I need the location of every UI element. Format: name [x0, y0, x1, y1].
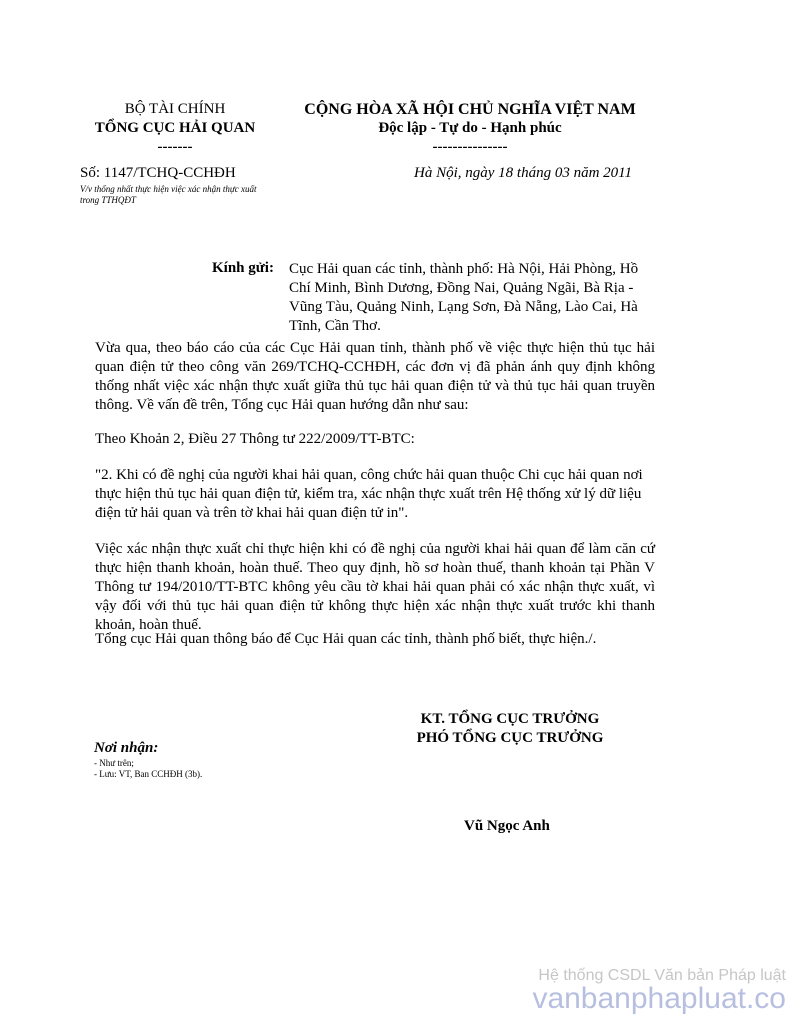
national-motto: Độc lập - Tự do - Hạnh phúc	[378, 120, 562, 136]
watermark-site: vanbanphapluat.co	[532, 982, 786, 1015]
department-name: TỔNG CỤC HẢI QUAN	[94, 120, 256, 136]
signer-name: Vũ Ngọc Anh	[464, 818, 550, 834]
department-rule: -------	[157, 139, 193, 155]
document-number: Số: 1147/TCHQ-CCHĐH	[80, 165, 236, 181]
recipient-item: - Như trên;	[94, 758, 134, 768]
body-paragraph-2: Theo Khoản 2, Điều 27 Thông tư 222/2009/TT-BTC:	[95, 431, 415, 447]
republic-title: CỘNG HÒA XÃ HỘI CHỦ NGHĨA VIỆT NAM	[304, 101, 636, 118]
issuer-block	[80, 100, 270, 157]
body-paragraph-5: Tổng cục Hải quan thông báo để Cục Hải quan các tỉnh, thành phố biết, thực hiện./.	[95, 631, 597, 647]
ministry-name: BỘ TÀI CHÍNH	[124, 101, 226, 117]
body-paragraph-1: Vừa qua, theo báo cáo của các Cục Hải quan tỉnh, thành phố về việc thực hiện thủ tục hải quan điện tử theo công văn 269/TCHQ-CCHĐH, các đơn vị đã phản ánh quy định không thống nhất việc xác nhận thực xuất giữa thủ tục hải quan điện tử và thủ tục hải quan truyền thông. Về vấn đề trên, Tổng cục Hải quan hướng dẫn như sau:	[95, 340, 655, 413]
signature-line-2: PHÓ TỔNG CỤC TRƯỞNG	[416, 730, 604, 746]
body-paragraph-4: Việc xác nhận thực xuất chỉ thực hiện khi có đề nghị của người khai hải quan để làm căn cứ thực hiện thanh khoản, hoàn thuế. Theo quy định, hồ sơ hoàn thuế, thanh khoản tại Phần V Thông tư 194/2010/TT-BTC không yêu cầu tờ khai hải quan phải có xác nhận thực xuất, vì vậy đối với thủ tục hải quan điện tử không thực hiện xác nhận thực xuất trước khi thanh khoản, hoàn thuế.	[95, 541, 655, 633]
place-date: Hà Nội, ngày 18 tháng 03 năm 2011	[414, 165, 633, 181]
signature-line-1: KT. TỔNG CỤC TRƯỞNG	[420, 711, 600, 727]
watermark-caption: Hệ thống CSDL Văn bản Pháp luật	[538, 967, 786, 984]
addressee-text: Cục Hải quan các tỉnh, thành phố: Hà Nội, Hải Phòng, Hồ Chí Minh, Bình Dương, Đồng Nai, Quảng Ngãi, Bà Rịa - Vũng Tàu, Quảng Ninh, Lạng Sơn, Đà Nẵng, Lào Cai, Hà Tĩnh, Cần Thơ.	[289, 261, 639, 334]
recipients-label: Nơi nhận:	[94, 740, 159, 756]
recipients-list	[94, 758, 202, 780]
national-heading	[290, 100, 650, 157]
recipient-item: - Lưu: VT, Ban CCHĐH (3b).	[94, 769, 203, 779]
addressee-label: Kính gửi:	[212, 260, 274, 276]
motto-rule: ---------------	[432, 139, 508, 155]
body-paragraph-3: "2. Khi có đề nghị của người khai hải quan, công chức hải quan thuộc Chi cục hải quan nơi thực hiện thủ tục hải quan điện tử, kiểm tra, xác nhận thực xuất trên Hệ thống xử lý dữ liệu điện tử hải quan và trên tờ khai hải quan điện tử in".	[95, 467, 643, 521]
signature-block	[390, 710, 630, 748]
document-subject: V/v thống nhất thực hiện việc xác nhận thực xuất trong TTHQĐT	[80, 184, 257, 205]
